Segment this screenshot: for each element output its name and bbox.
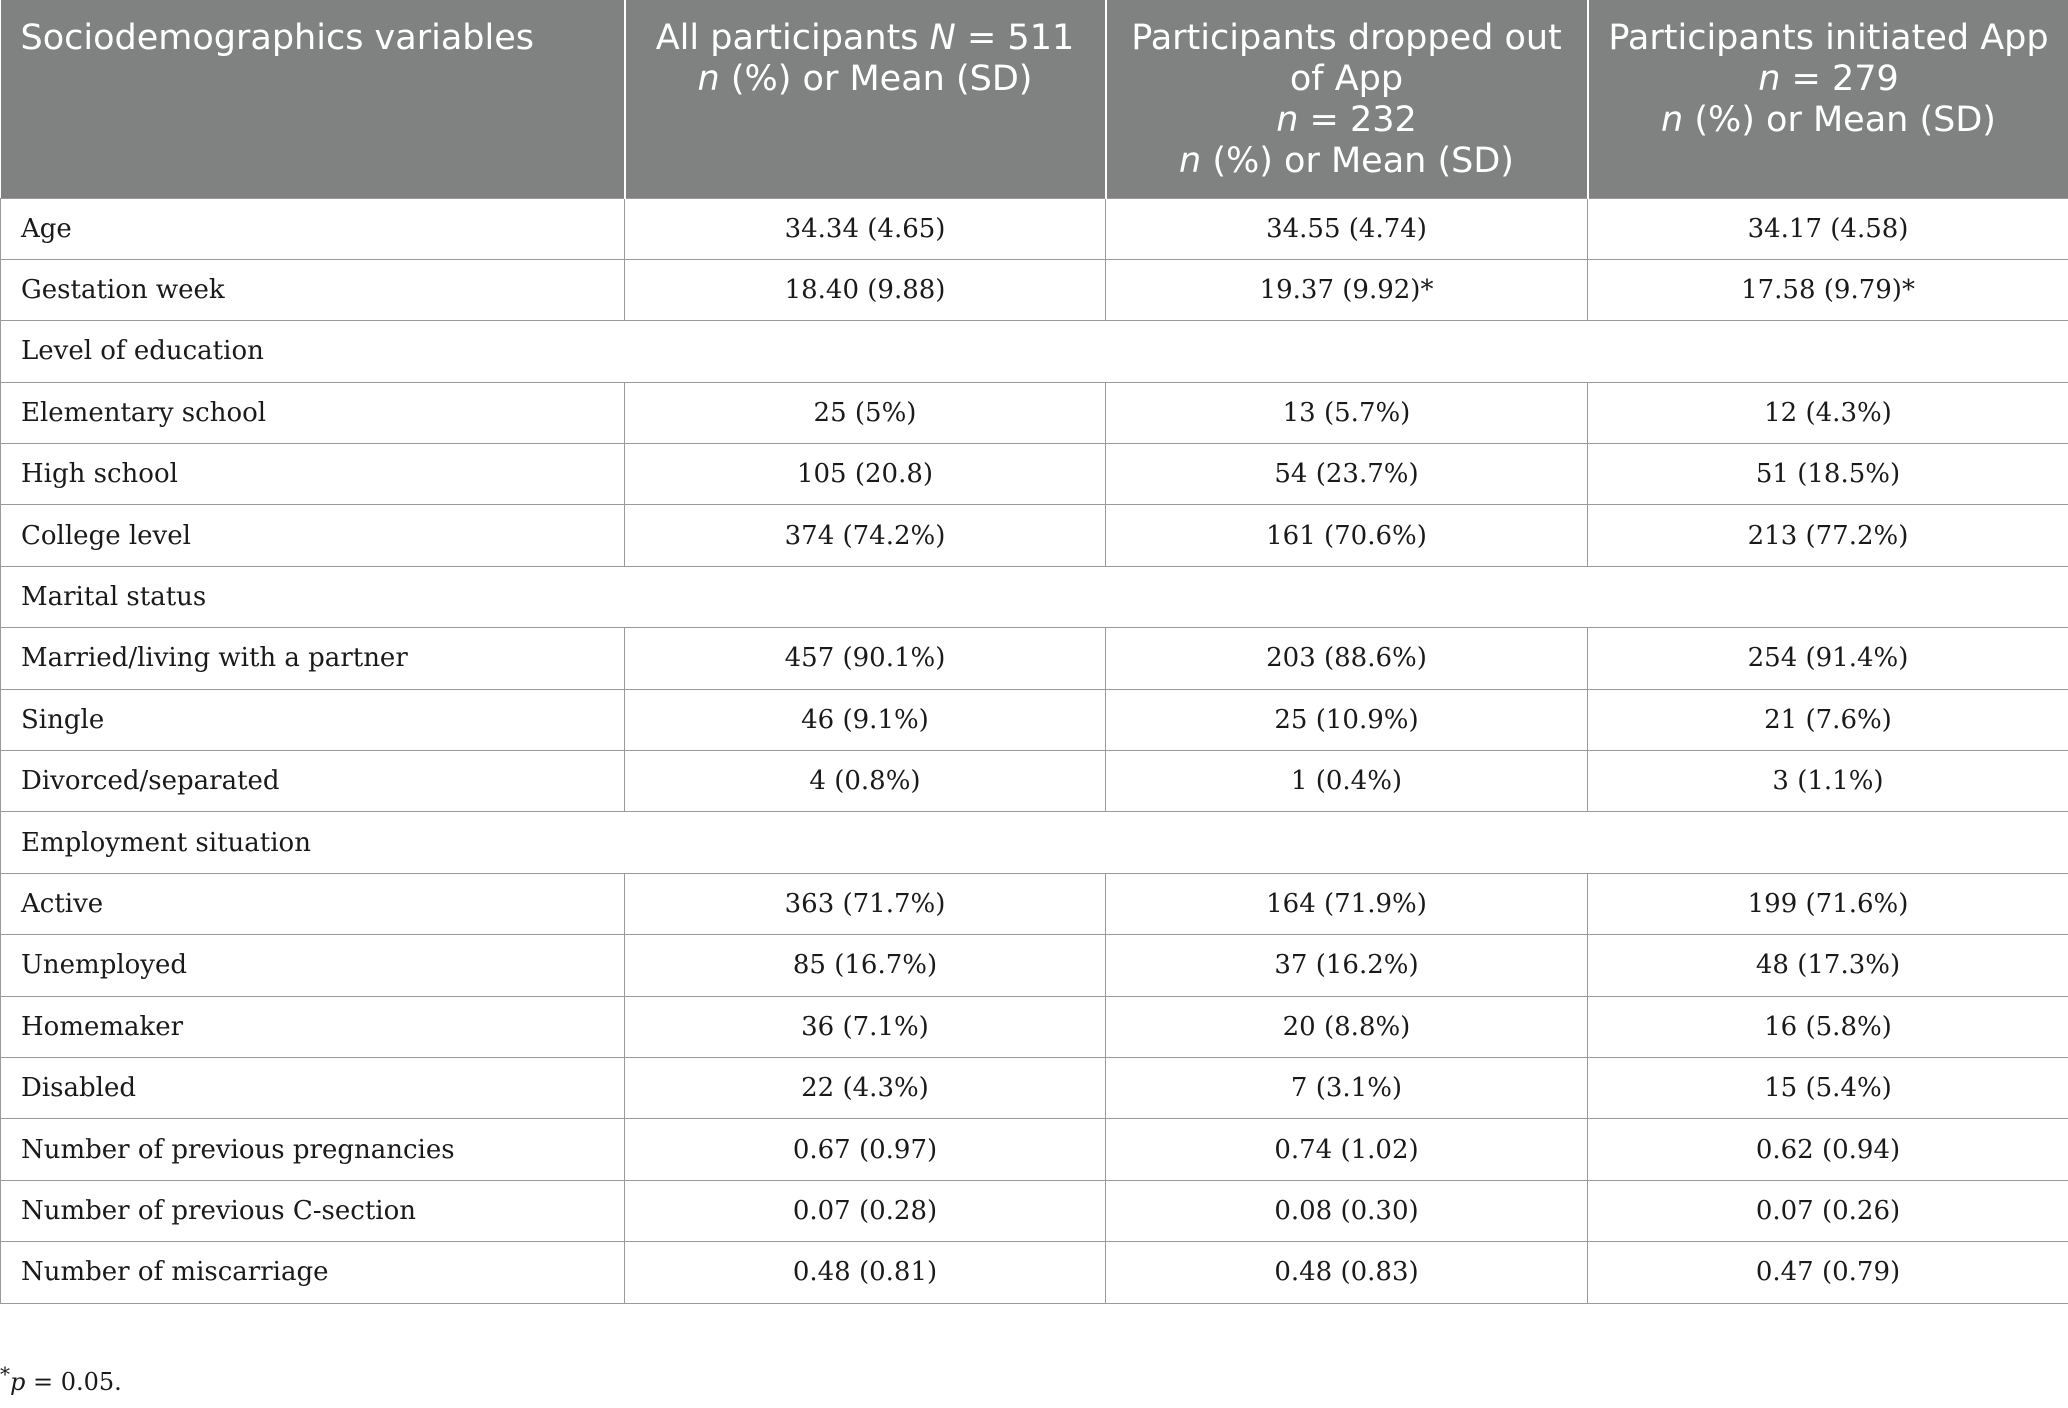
header-all-participants: [625, 0, 1106, 198]
header-initiated: [1588, 0, 2068, 198]
cell-dropped-out: 164 (71.9%): [1106, 873, 1588, 934]
row-label: Unemployed: [1, 935, 625, 996]
cell-dropped-out: 34.55 (4.74): [1106, 198, 1588, 259]
cell-initiated: 0.62 (0.94): [1588, 1119, 2068, 1180]
cell-dropped-out: 161 (70.6%): [1106, 505, 1588, 566]
footnote-star: *: [0, 1362, 10, 1386]
cell-dropped-out: 7 (3.1%): [1106, 1057, 1588, 1118]
header-initiated-n-value: = 279: [1780, 59, 1899, 99]
cell-all-participants: 0.07 (0.28): [625, 1180, 1106, 1241]
cell-initiated: 15 (5.4%): [1588, 1057, 2068, 1118]
cell-dropped-out: 13 (5.7%): [1106, 382, 1588, 443]
row-label: Age: [1, 198, 625, 259]
cell-dropped-out: 0.48 (0.83): [1106, 1242, 1588, 1303]
table-row: [1, 1180, 2068, 1241]
table-row: [1, 444, 2068, 505]
cell-initiated: 0.07 (0.26): [1588, 1180, 2068, 1241]
row-label: Number of previous pregnancies: [1, 1119, 625, 1180]
table-row: [1, 935, 2068, 996]
table-row: [1, 689, 2068, 750]
header-row: [1, 0, 2068, 198]
section-label: Employment situation: [1, 812, 2068, 873]
cell-initiated: 0.47 (0.79): [1588, 1242, 2068, 1303]
table-row: [1, 751, 2068, 812]
row-label: Elementary school: [1, 382, 625, 443]
cell-all-participants: 0.48 (0.81): [625, 1242, 1106, 1303]
cell-dropped-out: 19.37 (9.92)*: [1106, 259, 1588, 320]
cell-all-participants: 105 (20.8): [625, 444, 1106, 505]
cell-all-participants: 374 (74.2%): [625, 505, 1106, 566]
cell-all-participants: 36 (7.1%): [625, 996, 1106, 1057]
header-dropped-n-value: = 232: [1298, 100, 1417, 140]
table-row: [1, 996, 2068, 1057]
header-dropped-label: Participants dropped out of App: [1131, 18, 1562, 99]
header-all-n-symbol: N: [929, 18, 956, 58]
cell-all-participants: 457 (90.1%): [625, 628, 1106, 689]
table-row: [1, 259, 2068, 320]
row-label: High school: [1, 444, 625, 505]
table-row: [1, 628, 2068, 689]
header-dropped-out: [1106, 0, 1588, 198]
row-label: Divorced/separated: [1, 751, 625, 812]
header-all-n-value: = 511: [955, 18, 1075, 58]
cell-all-participants: 85 (16.7%): [625, 935, 1106, 996]
row-label: Active: [1, 873, 625, 934]
table-header: [1, 0, 2068, 198]
cell-initiated: 213 (77.2%): [1588, 505, 2068, 566]
cell-initiated: 254 (91.4%): [1588, 628, 2068, 689]
table-row: [1, 873, 2068, 934]
cell-dropped-out: 0.08 (0.30): [1106, 1180, 1588, 1241]
table-row: [1, 1242, 2068, 1303]
table-row: [1, 382, 2068, 443]
cell-initiated: 12 (4.3%): [1588, 382, 2068, 443]
row-label: Number of previous C-section: [1, 1180, 625, 1241]
header-all-label: All participants: [655, 18, 919, 58]
cell-dropped-out: 0.74 (1.02): [1106, 1119, 1588, 1180]
table-footnote: [0, 1362, 122, 1396]
cell-initiated: 16 (5.8%): [1588, 996, 2068, 1057]
table-row: [1, 1119, 2068, 1180]
header-variables: [1, 0, 625, 198]
cell-all-participants: 34.34 (4.65): [625, 198, 1106, 259]
cell-dropped-out: 20 (8.8%): [1106, 996, 1588, 1057]
header-dropped-stats-n: n: [1179, 141, 1202, 181]
cell-dropped-out: 203 (88.6%): [1106, 628, 1588, 689]
section-label: Level of education: [1, 321, 2068, 382]
row-label: Gestation week: [1, 259, 625, 320]
cell-all-participants: 4 (0.8%): [625, 751, 1106, 812]
table-section-row: [1, 321, 2068, 382]
cell-dropped-out: 25 (10.9%): [1106, 689, 1588, 750]
cell-dropped-out: 1 (0.4%): [1106, 751, 1588, 812]
table-section-row: [1, 566, 2068, 627]
cell-all-participants: 22 (4.3%): [625, 1057, 1106, 1118]
cell-initiated: 51 (18.5%): [1588, 444, 2068, 505]
row-label: Disabled: [1, 1057, 625, 1118]
row-label: Married/living with a partner: [1, 628, 625, 689]
cell-initiated: 3 (1.1%): [1588, 751, 2068, 812]
cell-all-participants: 363 (71.7%): [625, 873, 1106, 934]
section-label: Marital status: [1, 566, 2068, 627]
cell-initiated: 199 (71.6%): [1588, 873, 2068, 934]
footnote-p: p: [10, 1368, 26, 1396]
header-all-stats: (%) or Mean (SD): [719, 59, 1033, 99]
cell-initiated: 34.17 (4.58): [1588, 198, 2068, 259]
cell-initiated: 21 (7.6%): [1588, 689, 2068, 750]
header-initiated-label: Participants initiated App: [1608, 18, 2049, 58]
table-row: [1, 198, 2068, 259]
cell-dropped-out: 54 (23.7%): [1106, 444, 1588, 505]
table-section-row: [1, 812, 2068, 873]
header-initiated-n-italic: n: [1758, 59, 1781, 99]
header-variables-label: Sociodemographics variables: [20, 18, 534, 58]
cell-all-participants: 25 (5%): [625, 382, 1106, 443]
cell-dropped-out: 37 (16.2%): [1106, 935, 1588, 996]
row-label: Homemaker: [1, 996, 625, 1057]
row-label: Single: [1, 689, 625, 750]
cell-initiated: 17.58 (9.79)*: [1588, 259, 2068, 320]
table-row: [1, 1057, 2068, 1118]
cell-all-participants: 18.40 (9.88): [625, 259, 1106, 320]
cell-initiated: 48 (17.3%): [1588, 935, 2068, 996]
header-initiated-stats-n: n: [1661, 100, 1684, 140]
cell-all-participants: 0.67 (0.97): [625, 1119, 1106, 1180]
cell-all-participants: 46 (9.1%): [625, 689, 1106, 750]
header-dropped-stats: (%) or Mean (SD): [1201, 141, 1514, 181]
row-label: College level: [1, 505, 625, 566]
footnote-text: = 0.05.: [25, 1368, 122, 1396]
header-initiated-stats: (%) or Mean (SD): [1683, 100, 1996, 140]
table-body: [1, 198, 2068, 1303]
row-label: Number of miscarriage: [1, 1242, 625, 1303]
table-row: [1, 505, 2068, 566]
header-dropped-n-italic: n: [1276, 100, 1299, 140]
header-all-n-italic: n: [697, 59, 720, 99]
